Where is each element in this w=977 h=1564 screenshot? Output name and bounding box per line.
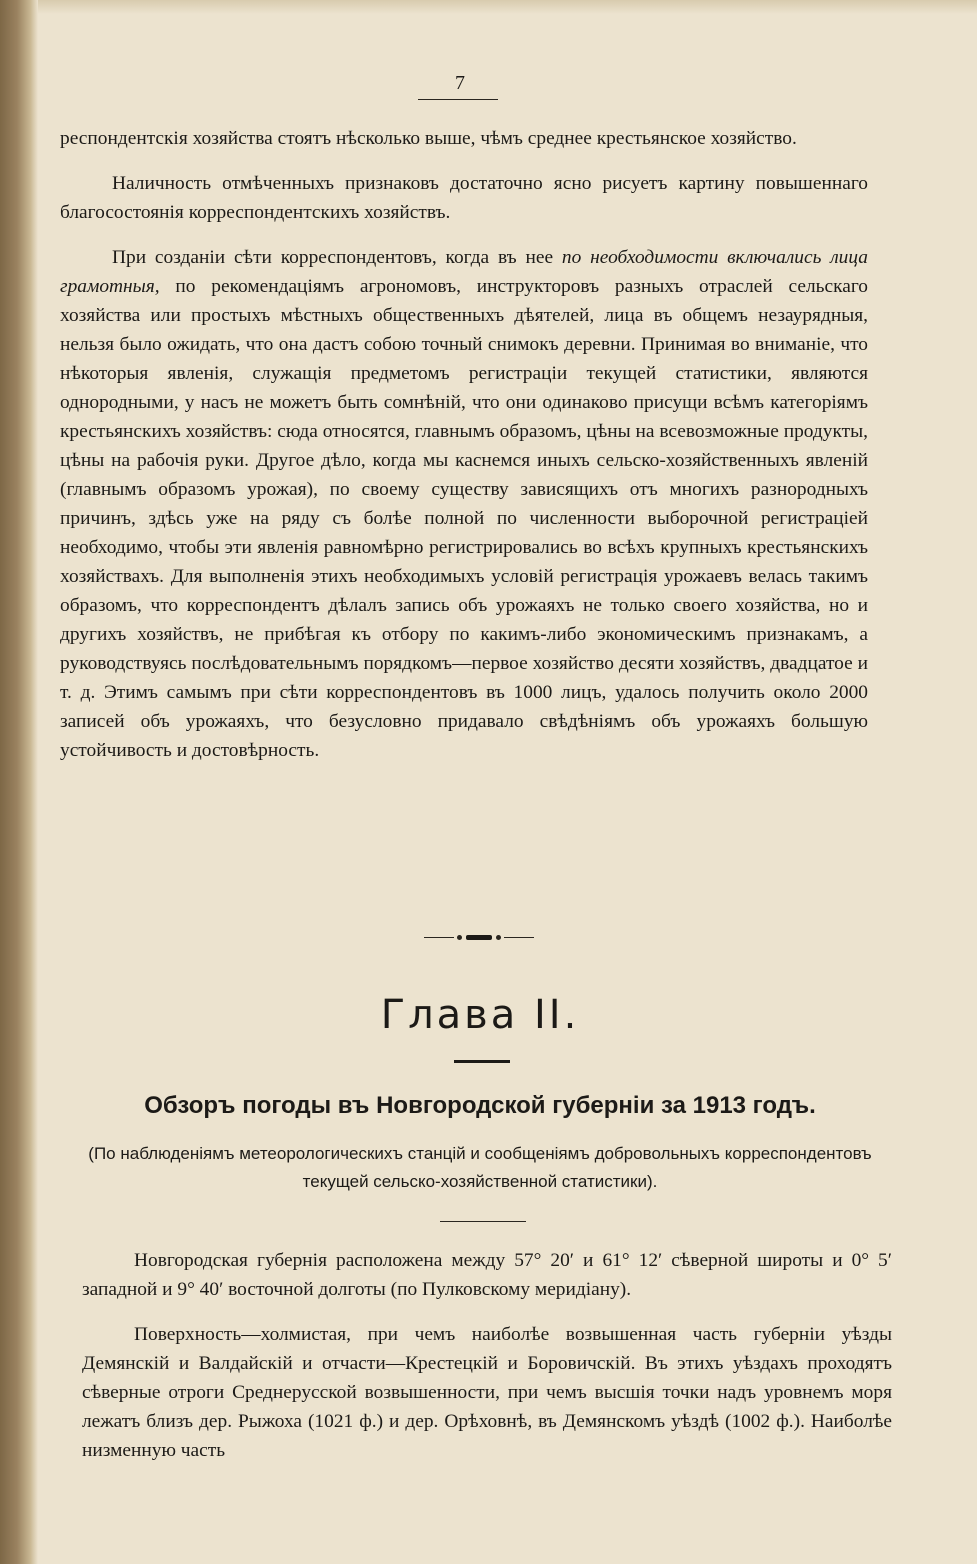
subheading-rule [440, 1221, 526, 1222]
paragraph-indicators: Наличность отмѣченныхъ признаковъ достаточно ясно рисуетъ картину повышеннаго благосостоянія корреспондентскихъ хозяйствъ. [60, 173, 868, 223]
continuation-text [60, 124, 868, 765]
section-heading: Обзоръ погоды въ Новгородской губерніи за 1913 годъ. [144, 1092, 816, 1119]
paragraph-location: Новгородская губернія расположена между 57° 20′ и 61° 12′ сѣверной широты и 0° 5′ западной и 9° 40′ восточной долготы (по Пулковскому меридіану). [82, 1250, 892, 1300]
chapter-rule [454, 1060, 510, 1063]
page-top-edge [38, 0, 977, 14]
chapter-title: Глава II. [380, 992, 580, 1038]
page-number-rule [418, 99, 498, 100]
page-number: 7 [455, 72, 465, 94]
paragraph-network [60, 243, 868, 765]
paragraph-network-start: При созданіи сѣти корреспондентовъ, когда въ нее [112, 247, 562, 268]
paragraph-network-rest: по рекомендаціямъ агрономовъ, инструкторовъ разныхъ отраслей сельскаго хозяйства или простыхъ мѣстныхъ общественныхъ дѣятелей, лица въ общемъ незаурядныя, нельзя было ожидать, что она дастъ собою точный снимокъ деревни. Принимая во вниманіе, что нѣкоторыя явленія, служащія предметомъ регистраціи текущей статистики, являются однородными, у насъ не можетъ быть сомнѣній, что они одинаково присущи всѣмъ категоріямъ крестьянскихъ хозяйствъ: сюда относятся, главнымъ образомъ, цѣны на всевозможные продукты, цѣны на рабочія руки. Другое дѣло, когда мы каснемся иныхъ сельско-хозяйственныхъ явленій (главнымъ образомъ урожая), по своему существу зависящихъ отъ многихъ разнородныхъ причинъ, здѣсь уже на ряду съ болѣе полной по численности выборочной регистраціей необходимо, чтобы эти явленія равномѣрно регистрировались во всѣхъ крупныхъ крестьянскихъ хозяйствахъ. Для выполненія этихъ необходимыхъ условій регистрація урожаевъ велась такимъ образомъ, что корреспондентъ дѣлалъ запись объ урожаяхъ не только своего хозяйства, но и другихъ хозяйствъ, не прибѣгая къ отбору по какимъ-либо экономическимъ признакамъ, а руководствуясь послѣдовательнымъ порядкомъ—первое хозяйство десяти хозяйствъ, двадцатое и т. д. Этимъ самымъ при сѣти корреспондентовъ въ 1000 лицъ, удалось получить около 2000 записей объ урожаяхъ, что безусловно придавало свѣдѣніямъ объ урожаяхъ большую устойчивость и достовѣрность. [60, 276, 868, 761]
page-binding-edge [0, 0, 38, 1564]
paragraph-network-italic: по необходимости включались лица грамотныя, [60, 247, 869, 297]
paragraph-continued: респондентскія хозяйства стоятъ нѣсколько выше, чѣмъ среднее крестьянское хозяйство. [60, 128, 797, 149]
paragraph-surface: Поверхность—холмистая, при чемъ наиболѣе возвышенная часть губерніи уѣзды Демянскій и Валдайскій и отчасти—Крестецкій и Боровичскій. Въ этихъ уѣздахъ проходятъ сѣверные отроги Среднерусской возвышенности, при чемъ высшія точки надъ уровнемъ моря лежатъ близъ дер. Рыжоха (1021 ф.) и дер. Орѣховнѣ, въ Демянскомъ уѣздѣ (1002 ф.). Наиболѣе низменную часть [82, 1324, 892, 1461]
chapter-body [82, 1246, 892, 1465]
section-subheading: (По наблюденіямъ метеорологическихъ станцій и сообщеніямъ добровольныхъ корреспондентовъ текущей сельско-хозяйственной статистики). [88, 1144, 872, 1191]
section-ornament [424, 934, 534, 942]
